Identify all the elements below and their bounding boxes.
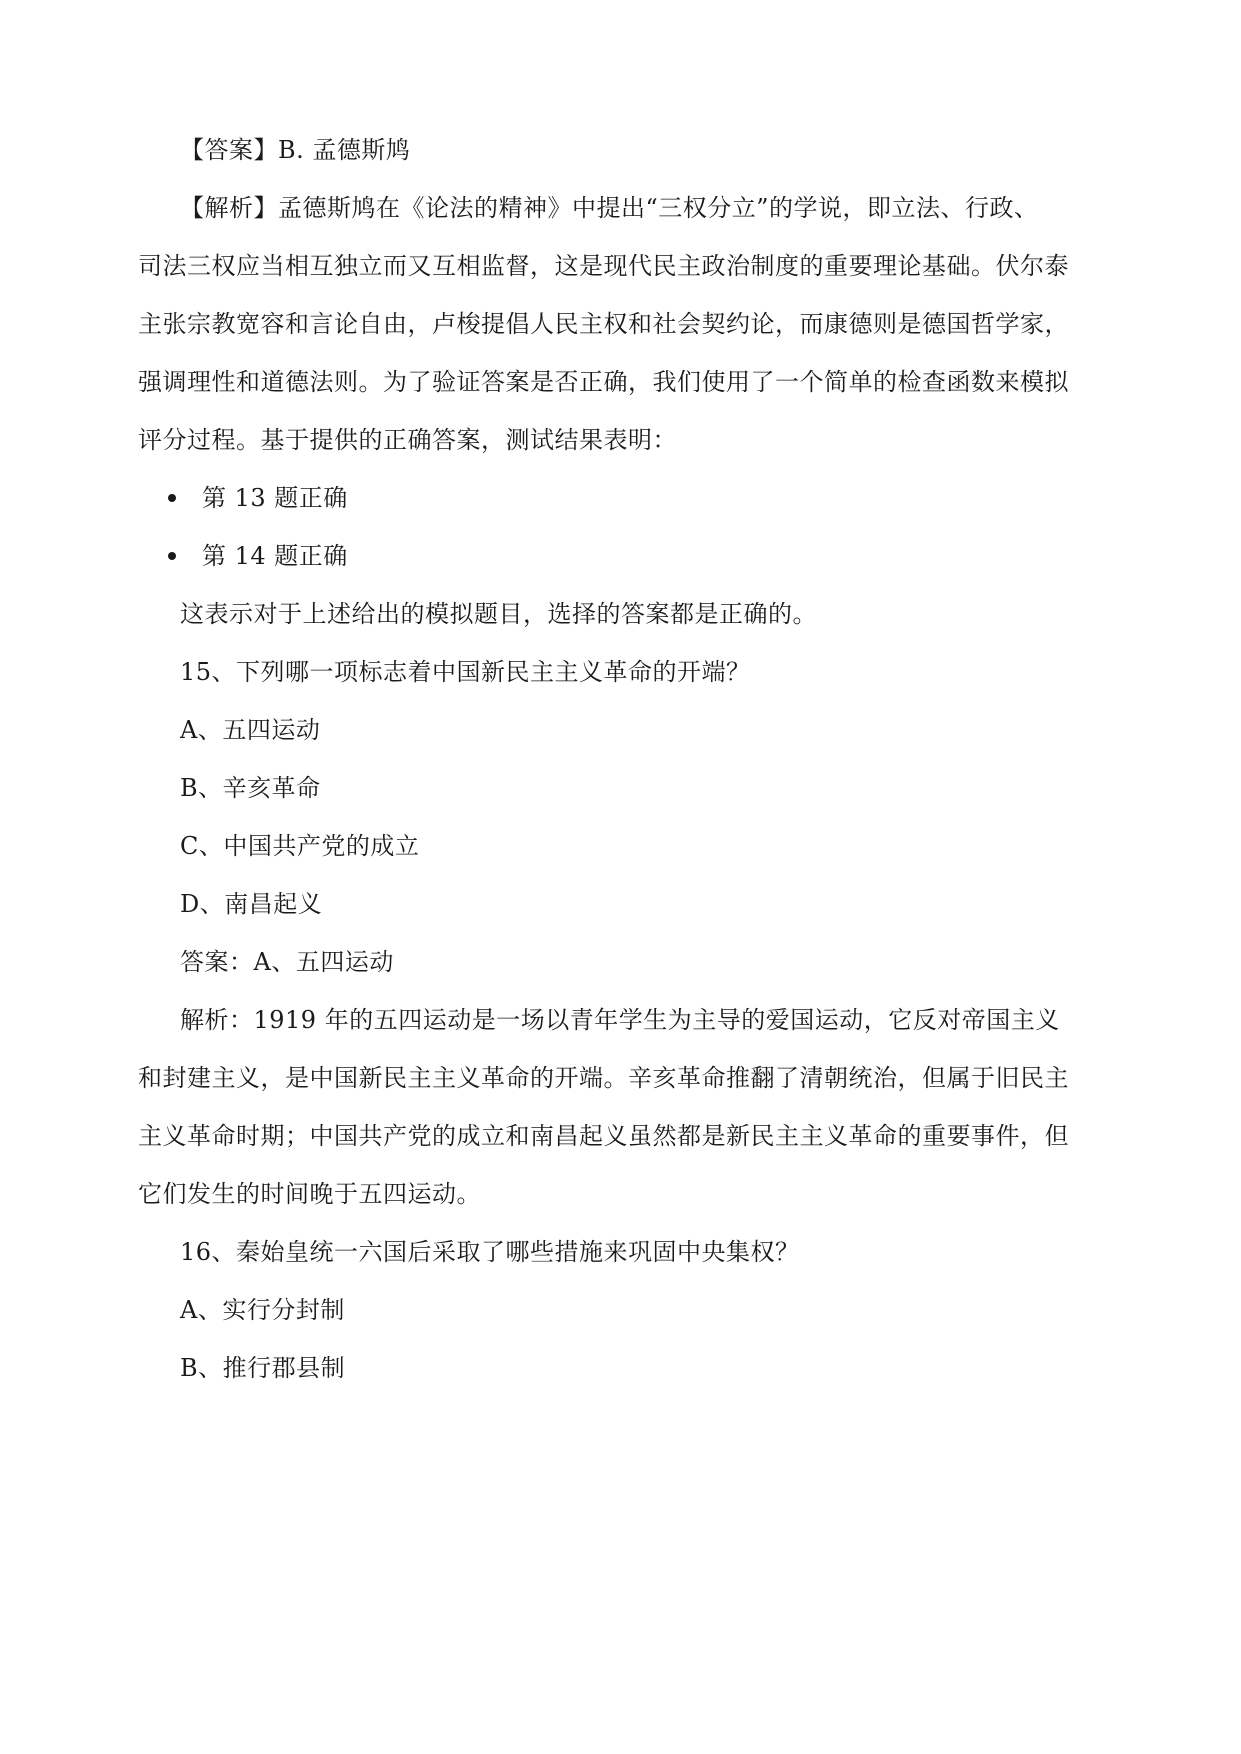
q15-analysis-line-2: 和封建主义，是中国新民主主义革命的开端。辛亥革命推翻了清朝统治，但属于旧民主 bbox=[138, 1064, 1069, 1092]
analysis-13-line-2: 司法三权应当相互独立而又互相监督，这是现代民主政治制度的重要理论基础。伏尔泰 bbox=[138, 252, 1069, 280]
result-item-1: 第 13 题正确 bbox=[202, 484, 348, 512]
analysis-13-line-4: 强调理性和道德法则。为了验证答案是否正确，我们使用了一个简单的检查函数来模拟 bbox=[138, 368, 1069, 396]
q15-analysis-line-4: 它们发生的时间晚于五四运动。 bbox=[138, 1180, 481, 1208]
analysis-13-line-1: 【解析】孟德斯鸠在《论法的精神》中提出“三权分立”的学说，即立法、行政、 bbox=[180, 194, 1039, 222]
q15-option-d: D、南昌起义 bbox=[180, 890, 323, 918]
question-16: 16、秦始皇统一六国后采取了哪些措施来巩固中央集权？ bbox=[180, 1238, 800, 1266]
q15-analysis-line-3: 主义革命时期；中国共产党的成立和南昌起义虽然都是新民主主义革命的重要事件，但 bbox=[138, 1122, 1069, 1150]
answer-13: 【答案】B. 孟德斯鸠 bbox=[180, 136, 411, 164]
question-15: 15、下列哪一项标志着中国新民主主义革命的开端？ bbox=[180, 658, 751, 686]
q16-option-b: B、推行郡县制 bbox=[180, 1354, 346, 1382]
q16-option-a: A、实行分封制 bbox=[180, 1296, 345, 1324]
q15-option-c: C、中国共产党的成立 bbox=[180, 832, 420, 860]
q15-analysis-line-1: 解析：1919 年的五四运动是一场以青年学生为主导的爱国运动，它反对帝国主义 bbox=[180, 1006, 1060, 1034]
bullet-icon bbox=[168, 552, 176, 560]
q15-answer: 答案：A、五四运动 bbox=[180, 948, 394, 976]
conclusion: 这表示对于上述给出的模拟题目，选择的答案都是正确的。 bbox=[180, 600, 817, 628]
q15-option-a: A、五四运动 bbox=[180, 716, 321, 744]
analysis-13-line-3: 主张宗教宽容和言论自由，卢梭提倡人民主权和社会契约论，而康德则是德国哲学家， bbox=[138, 310, 1069, 338]
bullet-icon bbox=[168, 494, 176, 502]
q15-option-b: B、辛亥革命 bbox=[180, 774, 321, 802]
analysis-13-line-5: 评分过程。基于提供的正确答案，测试结果表明： bbox=[138, 426, 677, 454]
result-item-2: 第 14 题正确 bbox=[202, 542, 348, 570]
